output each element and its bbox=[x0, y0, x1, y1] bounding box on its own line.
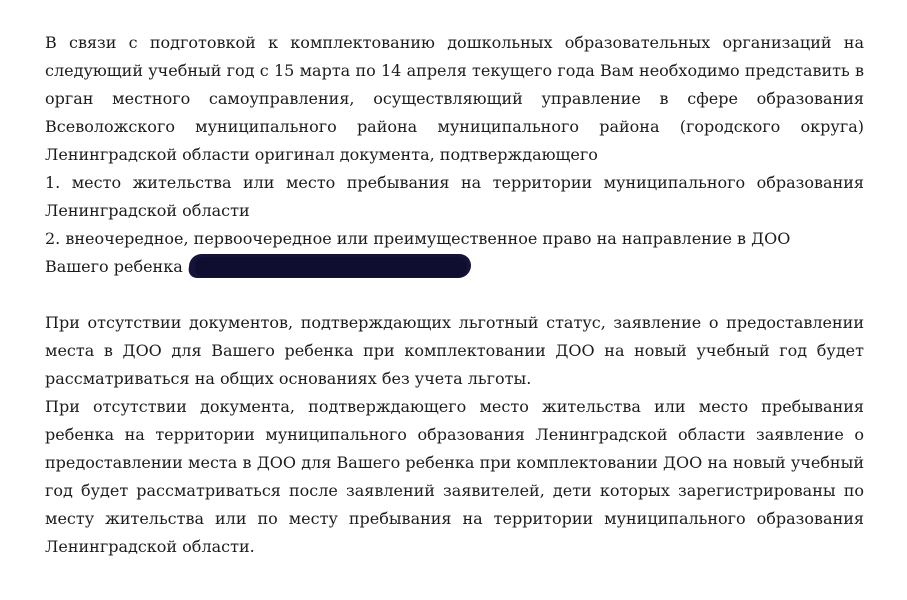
text-line: предоставлении места в ДОО для Вашего ребенка при комплектовании ДОО на новый учебный bbox=[45, 453, 864, 472]
text-line: Всеволожского муниципального района муниципального района (городского округа) bbox=[45, 117, 864, 136]
text-line: Ленинградской области bbox=[45, 201, 250, 220]
text-line: В связи с подготовкой к комплектованию дошкольных образовательных организаций на bbox=[45, 33, 864, 52]
text-line: год будет рассматриваться после заявлений заявителей, дети которых зарегистрированы по bbox=[45, 481, 864, 500]
redacted-child-name bbox=[189, 254, 471, 278]
text-line: следующий учебный год с 15 марта по 14 апреля текущего года Вам необходимо представить в bbox=[45, 61, 864, 80]
paragraph-residence-document bbox=[45, 393, 864, 561]
list-item-residence: 1. место жительства или место пребывания на территории муниципального образования bbox=[45, 173, 864, 192]
text-line: места в ДОО для Вашего ребенка при комплектовании ДОО на новый учебный год будет bbox=[45, 341, 864, 360]
text-line: При отсутствии документов, подтверждающих льготный статус, заявление о предоставлении bbox=[45, 313, 864, 332]
list-item-priority-right: 2. внеочередное, первоочередное или преимущественное право на направление в ДОО bbox=[45, 229, 791, 248]
child-label: Вашего ребенка bbox=[45, 257, 183, 276]
text-line: Ленинградской области оригинал документа, подтверждающего bbox=[45, 145, 598, 164]
text-line: месту жительства или по месту пребывания на территории муниципального образования bbox=[45, 509, 864, 528]
paragraph-benefit-status bbox=[45, 309, 864, 393]
paragraph-intro bbox=[45, 29, 864, 169]
required-documents-list bbox=[45, 169, 864, 281]
text-line: При отсутствии документа, подтверждающего место жительства или место пребывания bbox=[45, 397, 864, 416]
document-body bbox=[45, 29, 864, 561]
spacer bbox=[45, 281, 864, 309]
child-name-line bbox=[45, 253, 864, 281]
text-line: рассматриваться на общих основаниях без учета льготы. bbox=[45, 369, 532, 388]
text-line: орган местного самоуправления, осуществляющий управление в сфере образования bbox=[45, 89, 864, 108]
text-line: ребенка на территории муниципального образования Ленинградской области заявление о bbox=[45, 425, 864, 444]
text-line: Ленинградской области. bbox=[45, 537, 255, 556]
